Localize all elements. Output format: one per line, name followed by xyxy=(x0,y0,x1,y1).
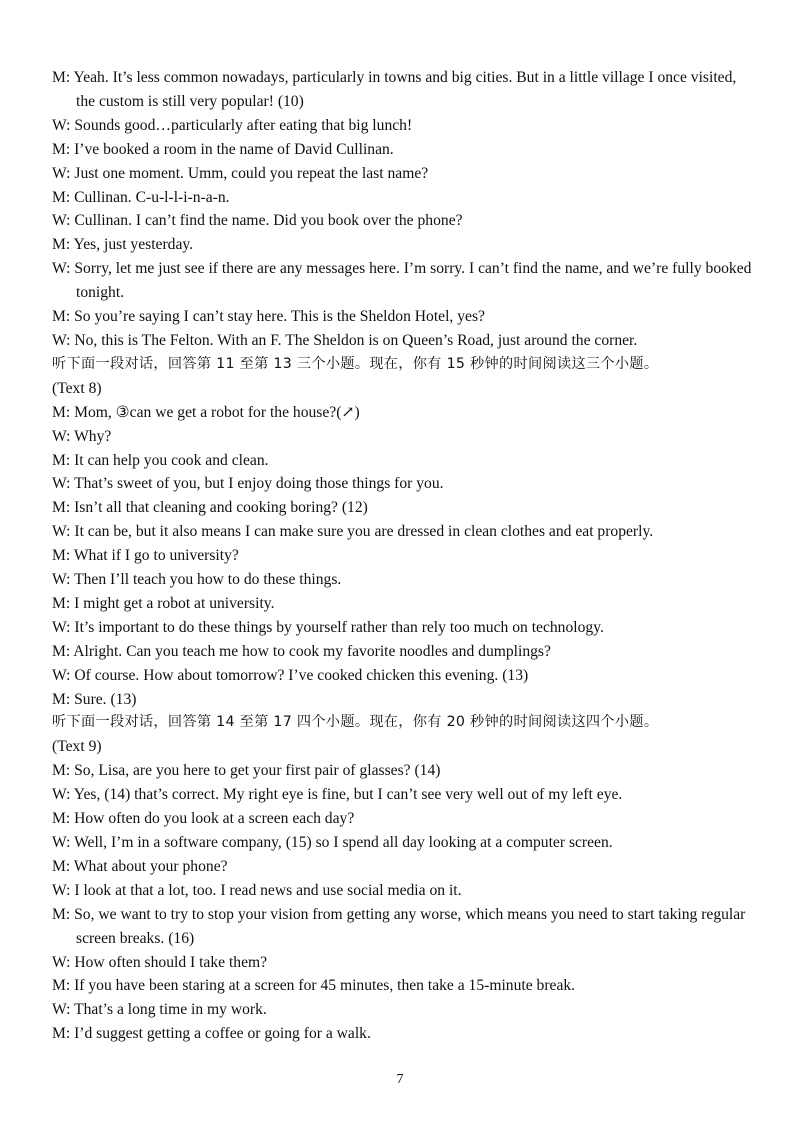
dialogue-line: M: Alright. Can you teach me how to cook my favorite noodles and dumplings? xyxy=(52,642,551,660)
dialogue-line: W: Sorry, let me just see if there are any messages here. I’m sorry. I can’t find the name, and we’re fully booked tonight. xyxy=(52,260,752,302)
dialogue-line: M: So, Lisa, are you here to get your first pair of glasses? (14) xyxy=(52,762,441,780)
dialogue-line: M: How often do you look at a screen each day? xyxy=(52,810,355,828)
dialogue-line: M: I’ve booked a room in the name of David Cullinan. xyxy=(52,140,394,158)
dialogue-line: W: Then I’ll teach you how to do these things. xyxy=(52,571,342,589)
dialogue-line: W: Cullinan. I can’t find the name. Did you book over the phone? xyxy=(52,212,463,230)
dialogue-line: W: It’s important to do these things by yourself rather than rely too much on technology. xyxy=(52,618,604,636)
dialogue-line: M: Isn’t all that cleaning and cooking boring? (12) xyxy=(52,499,368,517)
dialogue-line: W: Yes, (14) that’s correct. My right eye is fine, but I can’t see very well out of my left eye. xyxy=(52,786,623,804)
dialogue-line: W: It can be, but it also means I can make sure you are dressed in clean clothes and eat properly. xyxy=(52,523,654,541)
dialogue-line: W: Why? xyxy=(52,427,112,445)
section-instruction: 听下面一段对话，回答第 11 至第 13 三个小题。现在，你有 15 秒钟的时间阅读这三个小题。 xyxy=(52,355,659,372)
dialogue-line: M: What about your phone? xyxy=(52,857,228,875)
dialogue-line: W: Of course. How about tomorrow? I’ve cooked chicken this evening. (13) xyxy=(52,666,529,684)
dialogue-line: M: So, we want to try to stop your vision from getting any worse, which means you need to start taking regular screen breaks. (16) xyxy=(52,905,746,947)
section-instruction: 听下面一段对话，回答第 14 至第 17 四个小题。现在，你有 20 秒钟的时间阅读这四个小题。 xyxy=(52,714,659,731)
dialogue-line: M: I might get a robot at university. xyxy=(52,594,275,612)
text-heading: (Text 8) xyxy=(52,379,102,397)
dialogue-line: M: If you have been staring at a screen for 45 minutes, then take a 15-minute break. xyxy=(52,977,576,995)
dialogue-line: M: So you’re saying I can’t stay here. This is the Sheldon Hotel, yes? xyxy=(52,308,485,326)
dialogue-line: W: Just one moment. Umm, could you repeat the last name? xyxy=(52,164,429,182)
dialogue-line: W: That’s sweet of you, but I enjoy doing those things for you. xyxy=(52,475,444,493)
dialogue-line: M: Yeah. It’s less common nowadays, particularly in towns and big cities. But in a little village I once visited, the custom is still very popular! (10) xyxy=(52,69,737,110)
dialogue-line: W: Sounds good…particularly after eating that big lunch! xyxy=(52,116,413,134)
dialogue-line: M: I’d suggest getting a coffee or going for a walk. xyxy=(52,1025,371,1043)
dialogue-line: W: Well, I’m in a software company, (15) so I spend all day looking at a computer screen. xyxy=(52,834,613,851)
dialogue-line: W: I look at that a lot, too. I read news and use social media on it. xyxy=(52,881,462,899)
page-number: 7 xyxy=(396,1072,404,1087)
dialogue-text xyxy=(52,66,752,1046)
dialogue-line: W: How often should I take them? xyxy=(52,953,268,971)
dialogue-line: W: That’s a long time in my work. xyxy=(52,1001,267,1019)
dialogue-line: W: No, this is The Felton. With an F. The Sheldon is on Queen’s Road, just around the corner. xyxy=(52,331,638,349)
dialogue-line: M: Yes, just yesterday. xyxy=(52,236,194,254)
dialogue-line: M: Mom, ③can we get a robot for the house?(↗) xyxy=(52,403,360,421)
dialogue-line: M: What if I go to university? xyxy=(52,547,239,565)
text-heading: (Text 9) xyxy=(52,738,102,756)
dialogue-line: M: Sure. (13) xyxy=(52,690,137,708)
dialogue-line: M: Cullinan. C-u-l-l-i-n-a-n. xyxy=(52,188,230,206)
dialogue-line: M: It can help you cook and clean. xyxy=(52,451,269,469)
